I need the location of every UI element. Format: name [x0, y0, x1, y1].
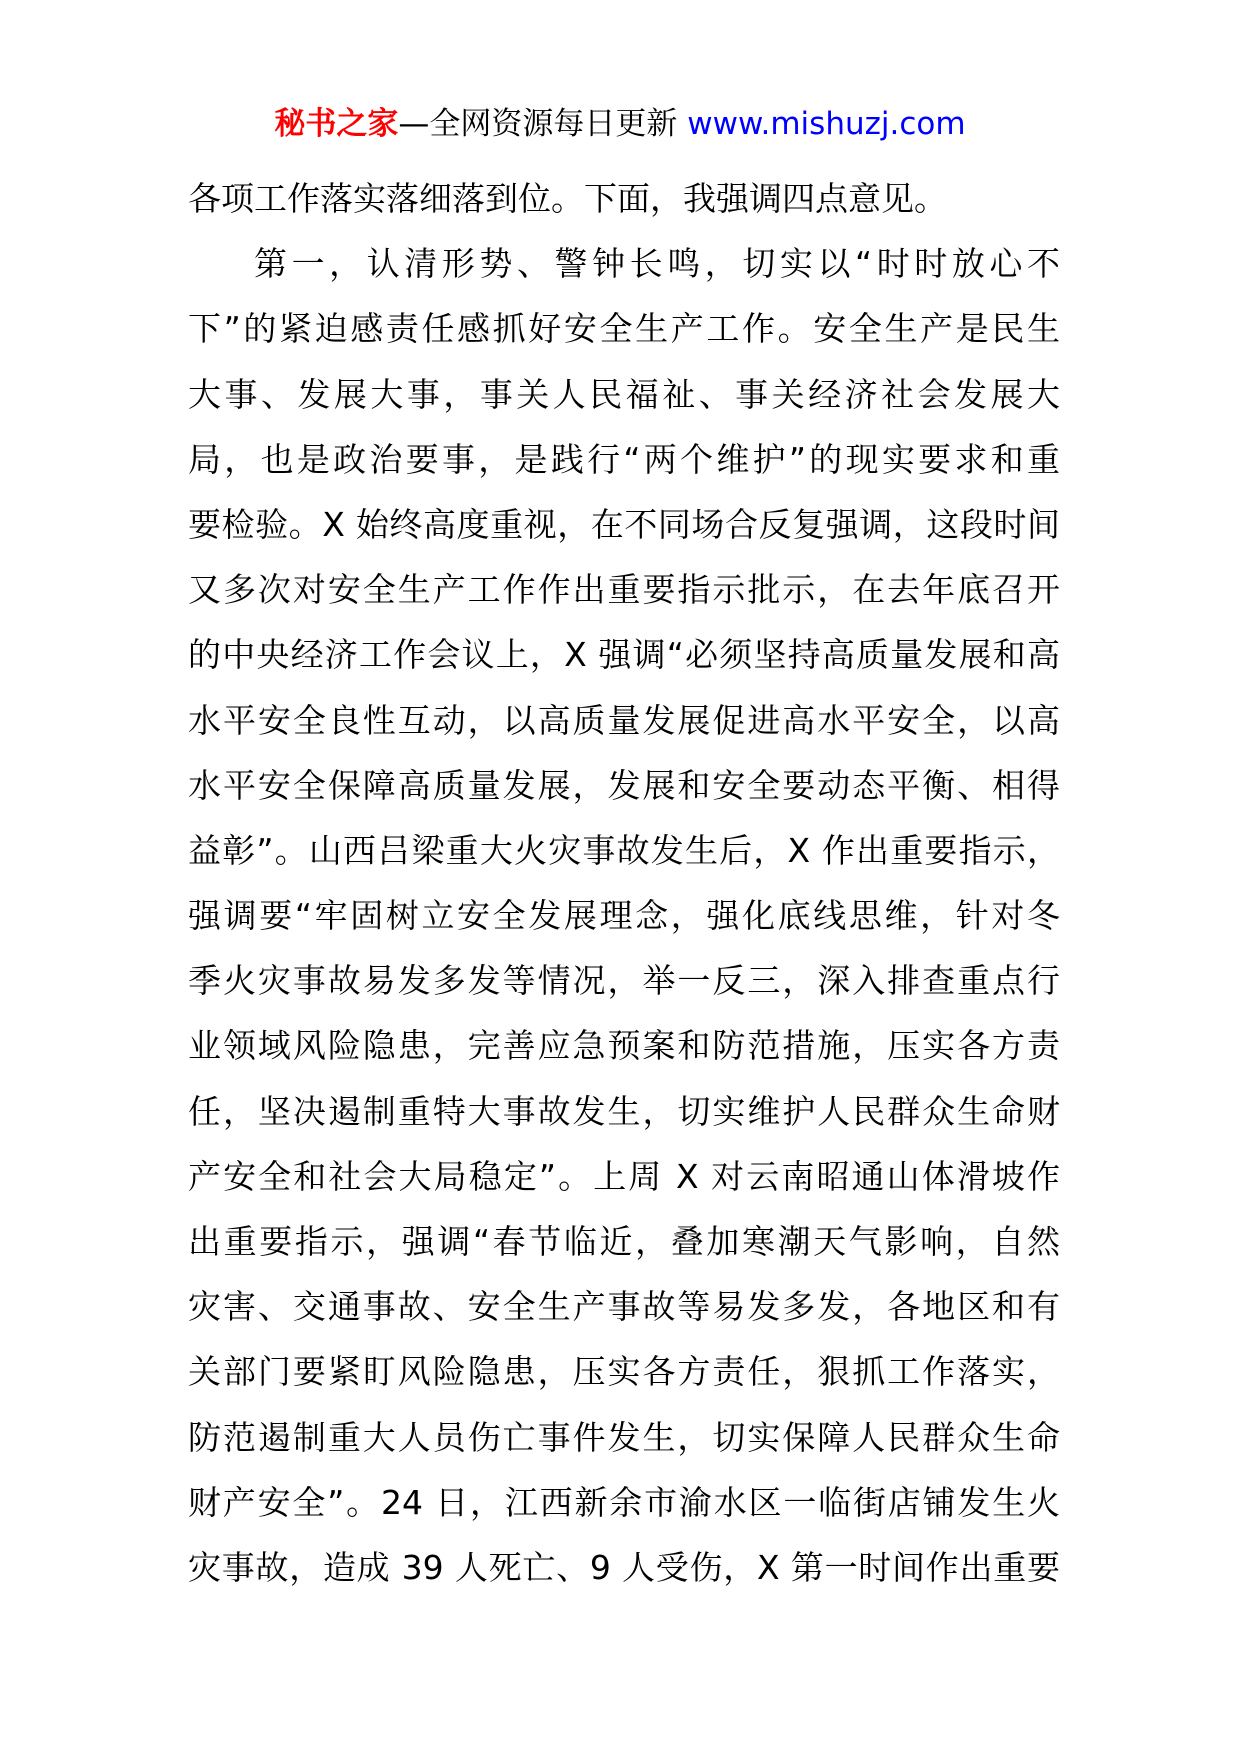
text-line: 大事、发展大事，事关人民福祉、事关经济社会发展大: [188, 374, 1060, 414]
text-line: 又多次对安全生产工作作出重要指示批示，在去年底召开: [188, 570, 1060, 610]
text-line: 下”的紧迫感责任感抓好安全生产工作。安全生产是民生: [188, 309, 1060, 349]
text-line: 业领域风险隐患，完善应急预案和防范措施，压实各方责: [188, 1026, 1060, 1066]
text-line: 季火灾事故易发多发等情况，举一反三，深入排查重点行: [188, 961, 1060, 1001]
text-line: 灾事故，造成 39 人死亡、9 人受伤，X 第一时间作出重要: [188, 1547, 1060, 1587]
site-url-link[interactable]: www.mishuzj.com: [687, 106, 966, 142]
text-line: 出重要指示，强调“春节临近，叠加寒潮天气影响，自然: [188, 1222, 1060, 1261]
text-line: 强调要“牢固树立安全发展理念，强化底线思维，针对冬: [188, 896, 1060, 936]
text-line: 各项工作落实落细落到位。下面，我强调四点意见。: [188, 179, 947, 218]
text-line: 产安全和社会大局稳定”。上周 X 对云南昭通山体滑坡作: [188, 1156, 1060, 1196]
text-line: 局，也是政治要事，是践行“两个维护”的现实要求和重: [188, 439, 1060, 479]
text-line: 的中央经济工作会议上，X 强调“必须坚持高质量发展和高: [188, 635, 1060, 675]
text-line: 防范遏制重大人员伤亡事件发生，切实保障人民群众生命: [188, 1417, 1060, 1457]
text-line: 益彰”。山西吕梁重大火灾事故发生后，X 作出重要指示，: [188, 830, 1060, 870]
text-line: 财产安全”。24 日，江西新余市渝水区一临街店铺发生火: [188, 1482, 1060, 1522]
site-header: [0, 100, 1240, 148]
text-line: 水平安全良性互动，以高质量发展促进高水平安全，以高: [188, 700, 1060, 740]
header-slogan: —全网资源每日更新: [398, 106, 678, 142]
text-line: 要检验。X 始终高度重视，在不同场合反复强调，这段时间: [188, 504, 1060, 544]
document-body: [188, 166, 1060, 1600]
paragraph: [188, 166, 1060, 231]
brand-name: 秘书之家: [274, 106, 399, 142]
text-line: 第一，认清形势、警钟长鸣，切实以“时时放心不: [254, 244, 1060, 284]
paragraph: [188, 231, 1060, 1600]
text-line: 水平安全保障高质量发展，发展和安全要动态平衡、相得: [188, 765, 1060, 805]
text-line: 任，坚决遏制重特大事故发生，切实维护人民群众生命财: [188, 1091, 1060, 1131]
text-line: 灾害、交通事故、安全生产事故等易发多发，各地区和有: [188, 1287, 1060, 1327]
text-line: 关部门要紧盯风险隐患，压实各方责任，狠抓工作落实，: [188, 1352, 1060, 1392]
